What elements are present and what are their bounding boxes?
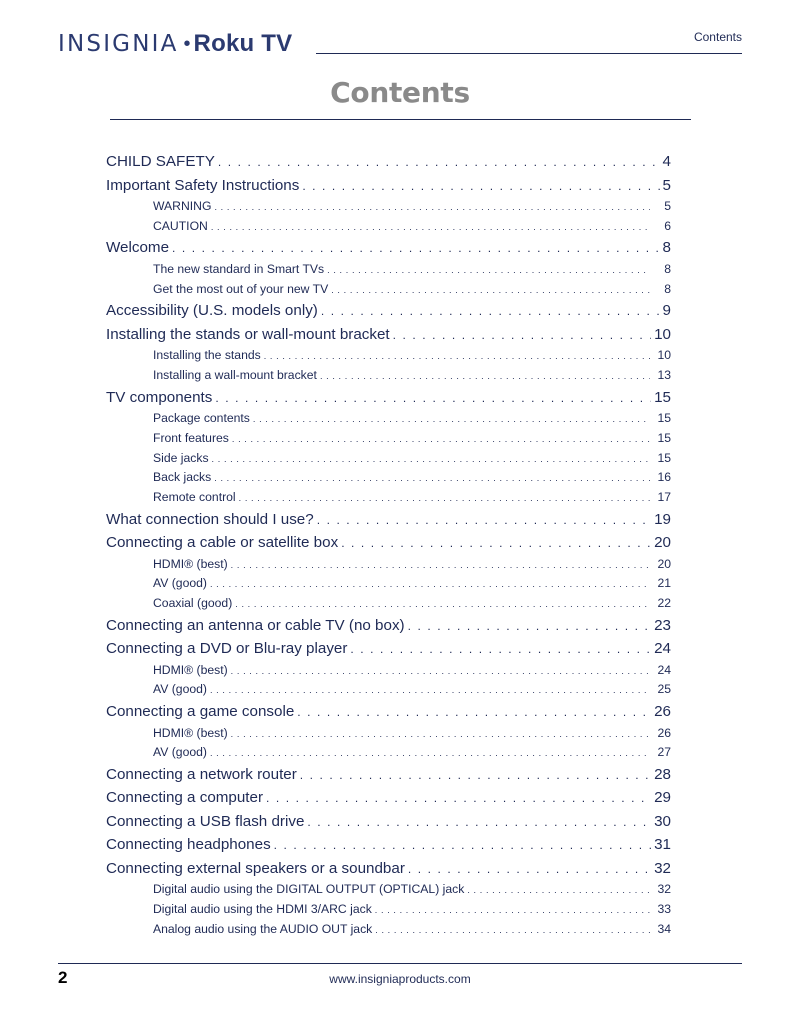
toc-entry[interactable] bbox=[106, 857, 671, 881]
toc-page-number: 16 bbox=[657, 470, 671, 485]
toc-entry-title: HDMI® (best) bbox=[153, 556, 228, 571]
toc-entry-title: CHILD SAFETY bbox=[106, 153, 215, 170]
toc-entry-title: HDMI® (best) bbox=[153, 725, 228, 740]
toc-subentry[interactable] bbox=[106, 880, 671, 900]
toc-entry-title: Connecting a cable or satellite box bbox=[106, 534, 339, 552]
toc-leader-dots bbox=[393, 324, 651, 348]
toc-page-number: 6 bbox=[664, 218, 671, 233]
toc-entry-title: Coaxial (good) bbox=[153, 595, 233, 610]
toc-leader-dots bbox=[408, 858, 651, 882]
toc-page-number: 21 bbox=[657, 576, 671, 591]
toc-entry[interactable] bbox=[106, 236, 671, 260]
toc-entry-title: Connecting a USB flash drive bbox=[106, 812, 305, 830]
toc-entry-title: TV components bbox=[106, 388, 213, 406]
toc-page-number: 29 bbox=[654, 789, 671, 807]
toc-subentry[interactable] bbox=[106, 197, 671, 217]
toc-leader-dots bbox=[266, 787, 651, 811]
toc-entry[interactable] bbox=[106, 150, 671, 174]
toc-leader-dots bbox=[235, 595, 650, 615]
toc-leader-dots bbox=[274, 834, 651, 858]
toc-leader-dots bbox=[264, 347, 650, 367]
toc-entry-title: AV (good) bbox=[153, 682, 207, 697]
toc-leader-dots bbox=[172, 237, 660, 261]
toc-entry-title: Accessibility (U.S. models only) bbox=[106, 302, 318, 320]
toc-entry-title: Connecting external speakers or a soundbar bbox=[106, 859, 405, 877]
toc-page-number: 10 bbox=[657, 348, 671, 363]
toc-entry[interactable] bbox=[106, 763, 671, 787]
toc-page-number: 34 bbox=[657, 921, 671, 936]
toc-page-number: 13 bbox=[657, 367, 671, 382]
toc-subentry[interactable] bbox=[106, 743, 671, 763]
page-number: 2 bbox=[58, 968, 68, 987]
footer-rule bbox=[58, 963, 742, 964]
toc-page-number: 20 bbox=[654, 534, 671, 552]
toc-entry-title: Analog audio using the AUDIO OUT jack bbox=[153, 921, 373, 936]
toc-entry[interactable] bbox=[106, 810, 671, 834]
toc-page-number: 24 bbox=[654, 640, 671, 658]
toc-entry[interactable] bbox=[106, 386, 671, 410]
toc-leader-dots bbox=[375, 901, 650, 921]
toc-leader-dots bbox=[307, 811, 651, 835]
page-title: Contents bbox=[330, 76, 470, 109]
toc-subentry[interactable] bbox=[106, 217, 671, 237]
toc-entry-title: Connecting a network router bbox=[106, 765, 297, 783]
toc-leader-dots bbox=[302, 175, 659, 199]
toc-entry[interactable] bbox=[106, 531, 671, 555]
toc-subentry[interactable] bbox=[106, 574, 671, 594]
toc-page-number: 30 bbox=[654, 812, 671, 830]
toc-entry-title: Digital audio using the HDMI 3/ARC jack bbox=[153, 902, 372, 917]
toc-entry[interactable] bbox=[106, 508, 671, 532]
toc-subentry[interactable] bbox=[106, 409, 671, 429]
title-rule bbox=[110, 119, 691, 120]
toc-leader-dots bbox=[231, 662, 650, 682]
toc-leader-dots bbox=[297, 701, 651, 725]
toc-page-number: 15 bbox=[654, 388, 671, 406]
toc-entry-title: Important Safety Instructions bbox=[106, 176, 300, 194]
toc-subentry[interactable] bbox=[106, 900, 671, 920]
toc-subentry[interactable] bbox=[106, 280, 671, 300]
toc-page-number: 25 bbox=[657, 682, 671, 697]
toc-page-number: 20 bbox=[657, 556, 671, 571]
footer-url: www.insigniaproducts.com bbox=[329, 972, 471, 986]
toc-entry[interactable] bbox=[106, 174, 671, 198]
toc-page-number: 26 bbox=[657, 725, 671, 740]
toc-entry[interactable] bbox=[106, 637, 671, 661]
toc-entry-title: Package contents bbox=[153, 411, 250, 426]
toc-entry-title: Side jacks bbox=[153, 450, 209, 465]
toc-page-number: 31 bbox=[654, 836, 671, 854]
toc-leader-dots bbox=[215, 387, 651, 411]
toc-entry[interactable] bbox=[106, 323, 671, 347]
toc-entry-title: Connecting headphones bbox=[106, 836, 271, 854]
logo-insignia-wordmark: INSIGNIA bbox=[58, 31, 179, 57]
toc-leader-dots bbox=[210, 744, 650, 764]
brand-logo bbox=[58, 28, 292, 60]
toc-entry[interactable] bbox=[106, 700, 671, 724]
toc-page-number: 22 bbox=[657, 595, 671, 610]
toc-entry-title: AV (good) bbox=[153, 576, 207, 591]
toc-page-number: 17 bbox=[657, 489, 671, 504]
toc-subentry[interactable] bbox=[106, 724, 671, 744]
toc-leader-dots bbox=[239, 489, 650, 509]
toc-subentry[interactable] bbox=[106, 468, 671, 488]
toc-page-number: 15 bbox=[657, 450, 671, 465]
toc-leader-dots bbox=[320, 367, 650, 387]
toc-leader-dots bbox=[467, 881, 650, 901]
toc-leader-dots bbox=[341, 532, 651, 556]
toc-leader-dots bbox=[218, 151, 660, 175]
toc-entry-title: Digital audio using the DIGITAL OUTPUT (OPTICAL) jack bbox=[153, 882, 465, 897]
toc-subentry[interactable] bbox=[106, 920, 671, 940]
toc-entry-title: Connecting a game console bbox=[106, 703, 295, 720]
toc-leader-dots bbox=[350, 638, 651, 662]
toc-subentry[interactable] bbox=[106, 661, 671, 681]
toc-page-number: 26 bbox=[654, 703, 671, 720]
toc-page-number: 23 bbox=[654, 616, 671, 634]
toc-entry-title: HDMI® (best) bbox=[153, 662, 228, 677]
toc-subentry[interactable] bbox=[106, 449, 671, 469]
toc-subentry[interactable] bbox=[106, 680, 671, 700]
logo-separator-dot: • bbox=[183, 32, 191, 55]
toc-page-number: 28 bbox=[654, 765, 671, 783]
toc-entry[interactable] bbox=[106, 614, 671, 638]
toc-page-number: 32 bbox=[657, 882, 671, 897]
toc-leader-dots bbox=[321, 300, 660, 324]
toc-page-number: 5 bbox=[664, 199, 671, 213]
toc-entry-title: Connecting a computer bbox=[106, 789, 264, 807]
toc-subentry[interactable] bbox=[106, 260, 671, 280]
toc-subentry[interactable] bbox=[106, 488, 671, 508]
toc-entry-title: Remote control bbox=[153, 489, 236, 504]
toc-entry-title: WARNING bbox=[153, 199, 212, 213]
toc-entry[interactable] bbox=[106, 786, 671, 810]
toc-leader-dots bbox=[210, 575, 650, 595]
logo-roku-tv-wordmark: Roku TV bbox=[193, 30, 293, 57]
toc-leader-dots bbox=[253, 410, 650, 430]
toc-page-number: 5 bbox=[662, 176, 671, 194]
toc-page-number: 9 bbox=[662, 302, 671, 320]
toc-page-number: 24 bbox=[657, 662, 671, 677]
toc-leader-dots bbox=[231, 725, 650, 745]
toc-subentry[interactable] bbox=[106, 429, 671, 449]
toc-page-number: 4 bbox=[662, 153, 671, 170]
toc-leader-dots bbox=[232, 430, 650, 450]
toc-subentry[interactable] bbox=[106, 555, 671, 575]
toc-page-number: 19 bbox=[654, 510, 671, 528]
toc-entry-title: CAUTION bbox=[153, 218, 208, 233]
toc-entry-title: Back jacks bbox=[153, 470, 212, 485]
toc-subentry[interactable] bbox=[106, 346, 671, 366]
toc-page-number: 8 bbox=[664, 261, 671, 276]
toc-entry-title: What connection should I use? bbox=[106, 510, 314, 528]
toc-page-number: 8 bbox=[664, 281, 671, 296]
toc-subentry[interactable] bbox=[106, 366, 671, 386]
toc-entry-title: Connecting a DVD or Blu-ray player bbox=[106, 640, 348, 658]
toc-page-number: 15 bbox=[657, 430, 671, 445]
toc-leader-dots bbox=[300, 764, 651, 788]
toc-page-number: 33 bbox=[657, 902, 671, 917]
toc-entry-title: Installing the stands bbox=[153, 348, 261, 363]
toc-leader-dots bbox=[408, 615, 651, 639]
toc-entry-title: Welcome bbox=[106, 239, 170, 257]
toc-page-number: 8 bbox=[662, 239, 671, 257]
toc-leader-dots bbox=[327, 261, 650, 281]
toc-leader-dots bbox=[210, 681, 650, 701]
toc-page-number: 10 bbox=[654, 325, 671, 343]
header-rule bbox=[316, 53, 742, 54]
header-section-label: Contents bbox=[693, 30, 742, 44]
toc-leader-dots bbox=[211, 218, 650, 238]
toc-entry[interactable] bbox=[106, 833, 671, 857]
toc-leader-dots bbox=[212, 450, 650, 470]
toc-entry-title: Get the most out of your new TV bbox=[153, 281, 329, 296]
toc-subentry[interactable] bbox=[106, 594, 671, 614]
toc-leader-dots bbox=[331, 281, 650, 301]
toc-entry-title: The new standard in Smart TVs bbox=[153, 261, 325, 276]
toc-entry-title: AV (good) bbox=[153, 745, 207, 760]
toc-leader-dots bbox=[214, 469, 650, 489]
toc-leader-dots bbox=[317, 509, 651, 533]
toc-entry-title: Connecting an antenna or cable TV (no box) bbox=[106, 616, 405, 634]
toc-entry-title: Installing a wall-mount bracket bbox=[153, 367, 317, 382]
toc-leader-dots bbox=[214, 198, 650, 218]
table-of-contents bbox=[106, 150, 671, 939]
toc-leader-dots bbox=[231, 556, 650, 576]
toc-page-number: 15 bbox=[657, 411, 671, 426]
toc-entry-title: Installing the stands or wall-mount bracket bbox=[106, 325, 390, 343]
toc-page-number: 27 bbox=[657, 745, 671, 760]
toc-entry[interactable] bbox=[106, 299, 671, 323]
toc-page-number: 32 bbox=[654, 859, 671, 877]
toc-entry-title: Front features bbox=[153, 430, 229, 445]
toc-leader-dots bbox=[375, 921, 650, 941]
